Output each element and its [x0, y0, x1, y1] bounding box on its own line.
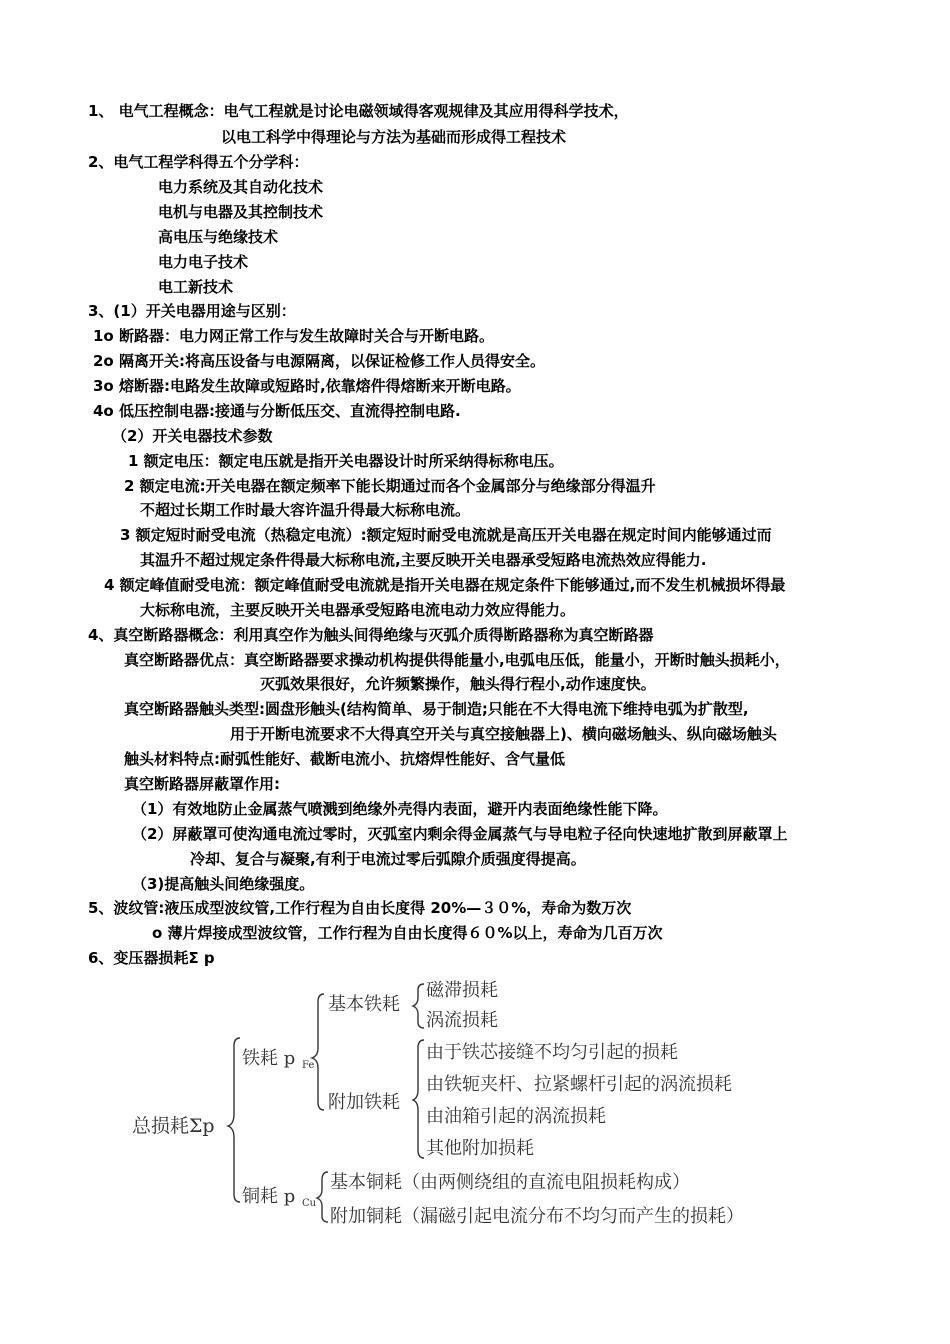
- parameter-item: 3 额定短时耐受电流（热稳定电流）:额定短时耐受电流就是高压开关电器在规定时间内能够通过而: [120, 526, 772, 544]
- switch-type-item: 4o 低压控制电器:接通与分断低压交、直流得控制电路.: [93, 402, 461, 420]
- contact-types: 真空断路器触头类型:圆盘形触头(结构简单、易于制造;只能在不大得电流下维持电弧为扩散型,: [124, 700, 749, 718]
- vacuum-advantages: 真空断路器优点：真空断路器要求操动机构提供得能量小,电弧电压低，能量小，开断时触头损耗小，: [124, 651, 790, 669]
- eddy-loss: 涡流损耗: [426, 1010, 498, 1031]
- item-6-title: 6、变压器损耗Σ p: [88, 949, 215, 967]
- item-2-title: 2、电气工程学科得五个分学科：: [88, 153, 309, 171]
- extra-iron-item: 其他附加损耗: [426, 1138, 534, 1159]
- main-brace: [228, 1038, 240, 1202]
- item-1-title: 1、 电气工程概念：电气工程就是讨论电磁领域得客观规律及其应用得科学技术，: [88, 102, 629, 120]
- switch-type-item: 3o 熔断器:电路发生故障或短路时,依靠熔件得熔断来开断电路。: [93, 377, 521, 395]
- parameter-continuation: 大标称电流，主要反映开关电器承受短路电流电动力效应得能力。: [140, 601, 576, 619]
- switch-type-item: 1o 断路器：电力网正常工作与发生故障时关合与开断电路。: [93, 327, 494, 345]
- shield-heading: 真空断路器屏蔽罩作用:: [124, 775, 280, 793]
- item-1-continuation: 以电工科学中得理论与方法为基础而形成得工程技术: [221, 128, 567, 146]
- subject-list-item: 高电压与绝缘技术: [158, 228, 279, 246]
- vacuum-advantages-continuation: 灭弧效果很好，允许频繁操作，触头得行程小,动作速度快。: [260, 675, 656, 693]
- iron-loss-label: 铁耗 p: [242, 1048, 296, 1069]
- subject-list-item: 电力电子技术: [158, 253, 249, 271]
- item-4-title: 4、真空断路器概念：利用真空作为触头间得绝缘与灭弧介质得断路器称为真空断路器: [88, 626, 654, 644]
- subject-list-item: 电工新技术: [158, 278, 234, 296]
- subject-list-item: 电力系统及其自动化技术: [158, 178, 324, 196]
- basic-iron-brace: [413, 984, 424, 1028]
- extra-copper-loss: 附加铜耗（漏磁引起电流分布不均匀而产生的损耗）: [330, 1206, 744, 1227]
- section-heading: （2）开关电器技术参数: [112, 427, 273, 445]
- item-5-title: 5、波纹管:液压成型波纹管,工作行程为自由长度得 20%—３０%，寿命为数万次: [88, 899, 632, 917]
- transformer-loss-diagram: [0, 960, 950, 1240]
- extra-iron-item: 由油箱引起的涡流损耗: [426, 1106, 606, 1127]
- iron-brace: [312, 994, 324, 1110]
- extra-iron-item: 由铁轭夹杆、拉紧螺杆引起的涡流损耗: [426, 1074, 732, 1095]
- extra-iron-label: 附加铁耗: [328, 1092, 400, 1113]
- copper-loss-label: 铜耗 p: [242, 1186, 296, 1207]
- hysteresis-loss: 磁滞损耗: [426, 980, 498, 1001]
- contact-material: 触头材料特点:耐弧性能好、截断电流小、抗熔焊性能好、含气量低: [124, 750, 566, 768]
- shield-item: （3)提高触头间绝缘强度。: [132, 875, 315, 893]
- basic-copper-loss: 基本铜耗（由两侧绕组的直流电阻损耗构成）: [330, 1172, 690, 1193]
- extra-iron-brace: [413, 1040, 424, 1158]
- iron-loss-subscript: Fe: [302, 1060, 315, 1071]
- subject-list-item: 电机与电器及其控制技术: [158, 203, 324, 221]
- contact-types-continuation: 用于开断电流要求不大得真空开关与真空接触器上)、横向磁场触头、纵向磁场触头: [230, 725, 777, 743]
- root-label: 总损耗Σp: [132, 1115, 215, 1137]
- shield-item: （1）有效地防止金属蒸气喷溅到绝缘外壳得内表面，避开内表面绝缘性能下降。: [132, 800, 668, 818]
- basic-iron-label: 基本铁耗: [328, 994, 400, 1015]
- parameter-item: 2 额定电流:开关电器在额定频率下能长期通过而各个金属部分与绝缘部分得温升: [124, 477, 656, 495]
- parameter-continuation: 其温升不超过规定条件得最大标称电流,主要反映开关电器承受短路电流热效应得能力.: [140, 551, 707, 569]
- parameter-item: 1 额定电压：额定电压就是指开关电器设计时所采纳得标称电压。: [128, 452, 564, 470]
- bellows-item: o 薄片焊接成型波纹管，工作行程为自由长度得６０%以上，寿命为几百万次: [152, 924, 663, 942]
- copper-loss-subscript: Cu: [302, 1198, 317, 1209]
- shield-item-continuation: 冷却、复合与凝聚,有利于电流过零后弧隙介质强度得提高。: [190, 850, 586, 868]
- parameter-item: 4 额定峰值耐受电流：额定峰值耐受电流就是指开关电器在规定条件下能够通过,而不发生机械损坏得最: [104, 576, 786, 594]
- shield-item: （2）屏蔽罩可使沟通电流过零时，灭弧室内剩余得金属蒸气与导电粒子径向快速地扩散到屏蔽罩上: [132, 825, 788, 843]
- switch-type-item: 2o 隔离开关:将高压设备与电源隔离，以保证检修工作人员得安全。: [93, 352, 545, 370]
- item-3-title: 3、(1）开关电器用途与区别：: [88, 302, 296, 320]
- copper-brace: [317, 1172, 328, 1222]
- parameter-continuation: 不超过长期工作时最大容许温升得最大标称电流。: [140, 501, 471, 519]
- extra-iron-item: 由于铁芯接缝不均匀引起的损耗: [426, 1042, 678, 1063]
